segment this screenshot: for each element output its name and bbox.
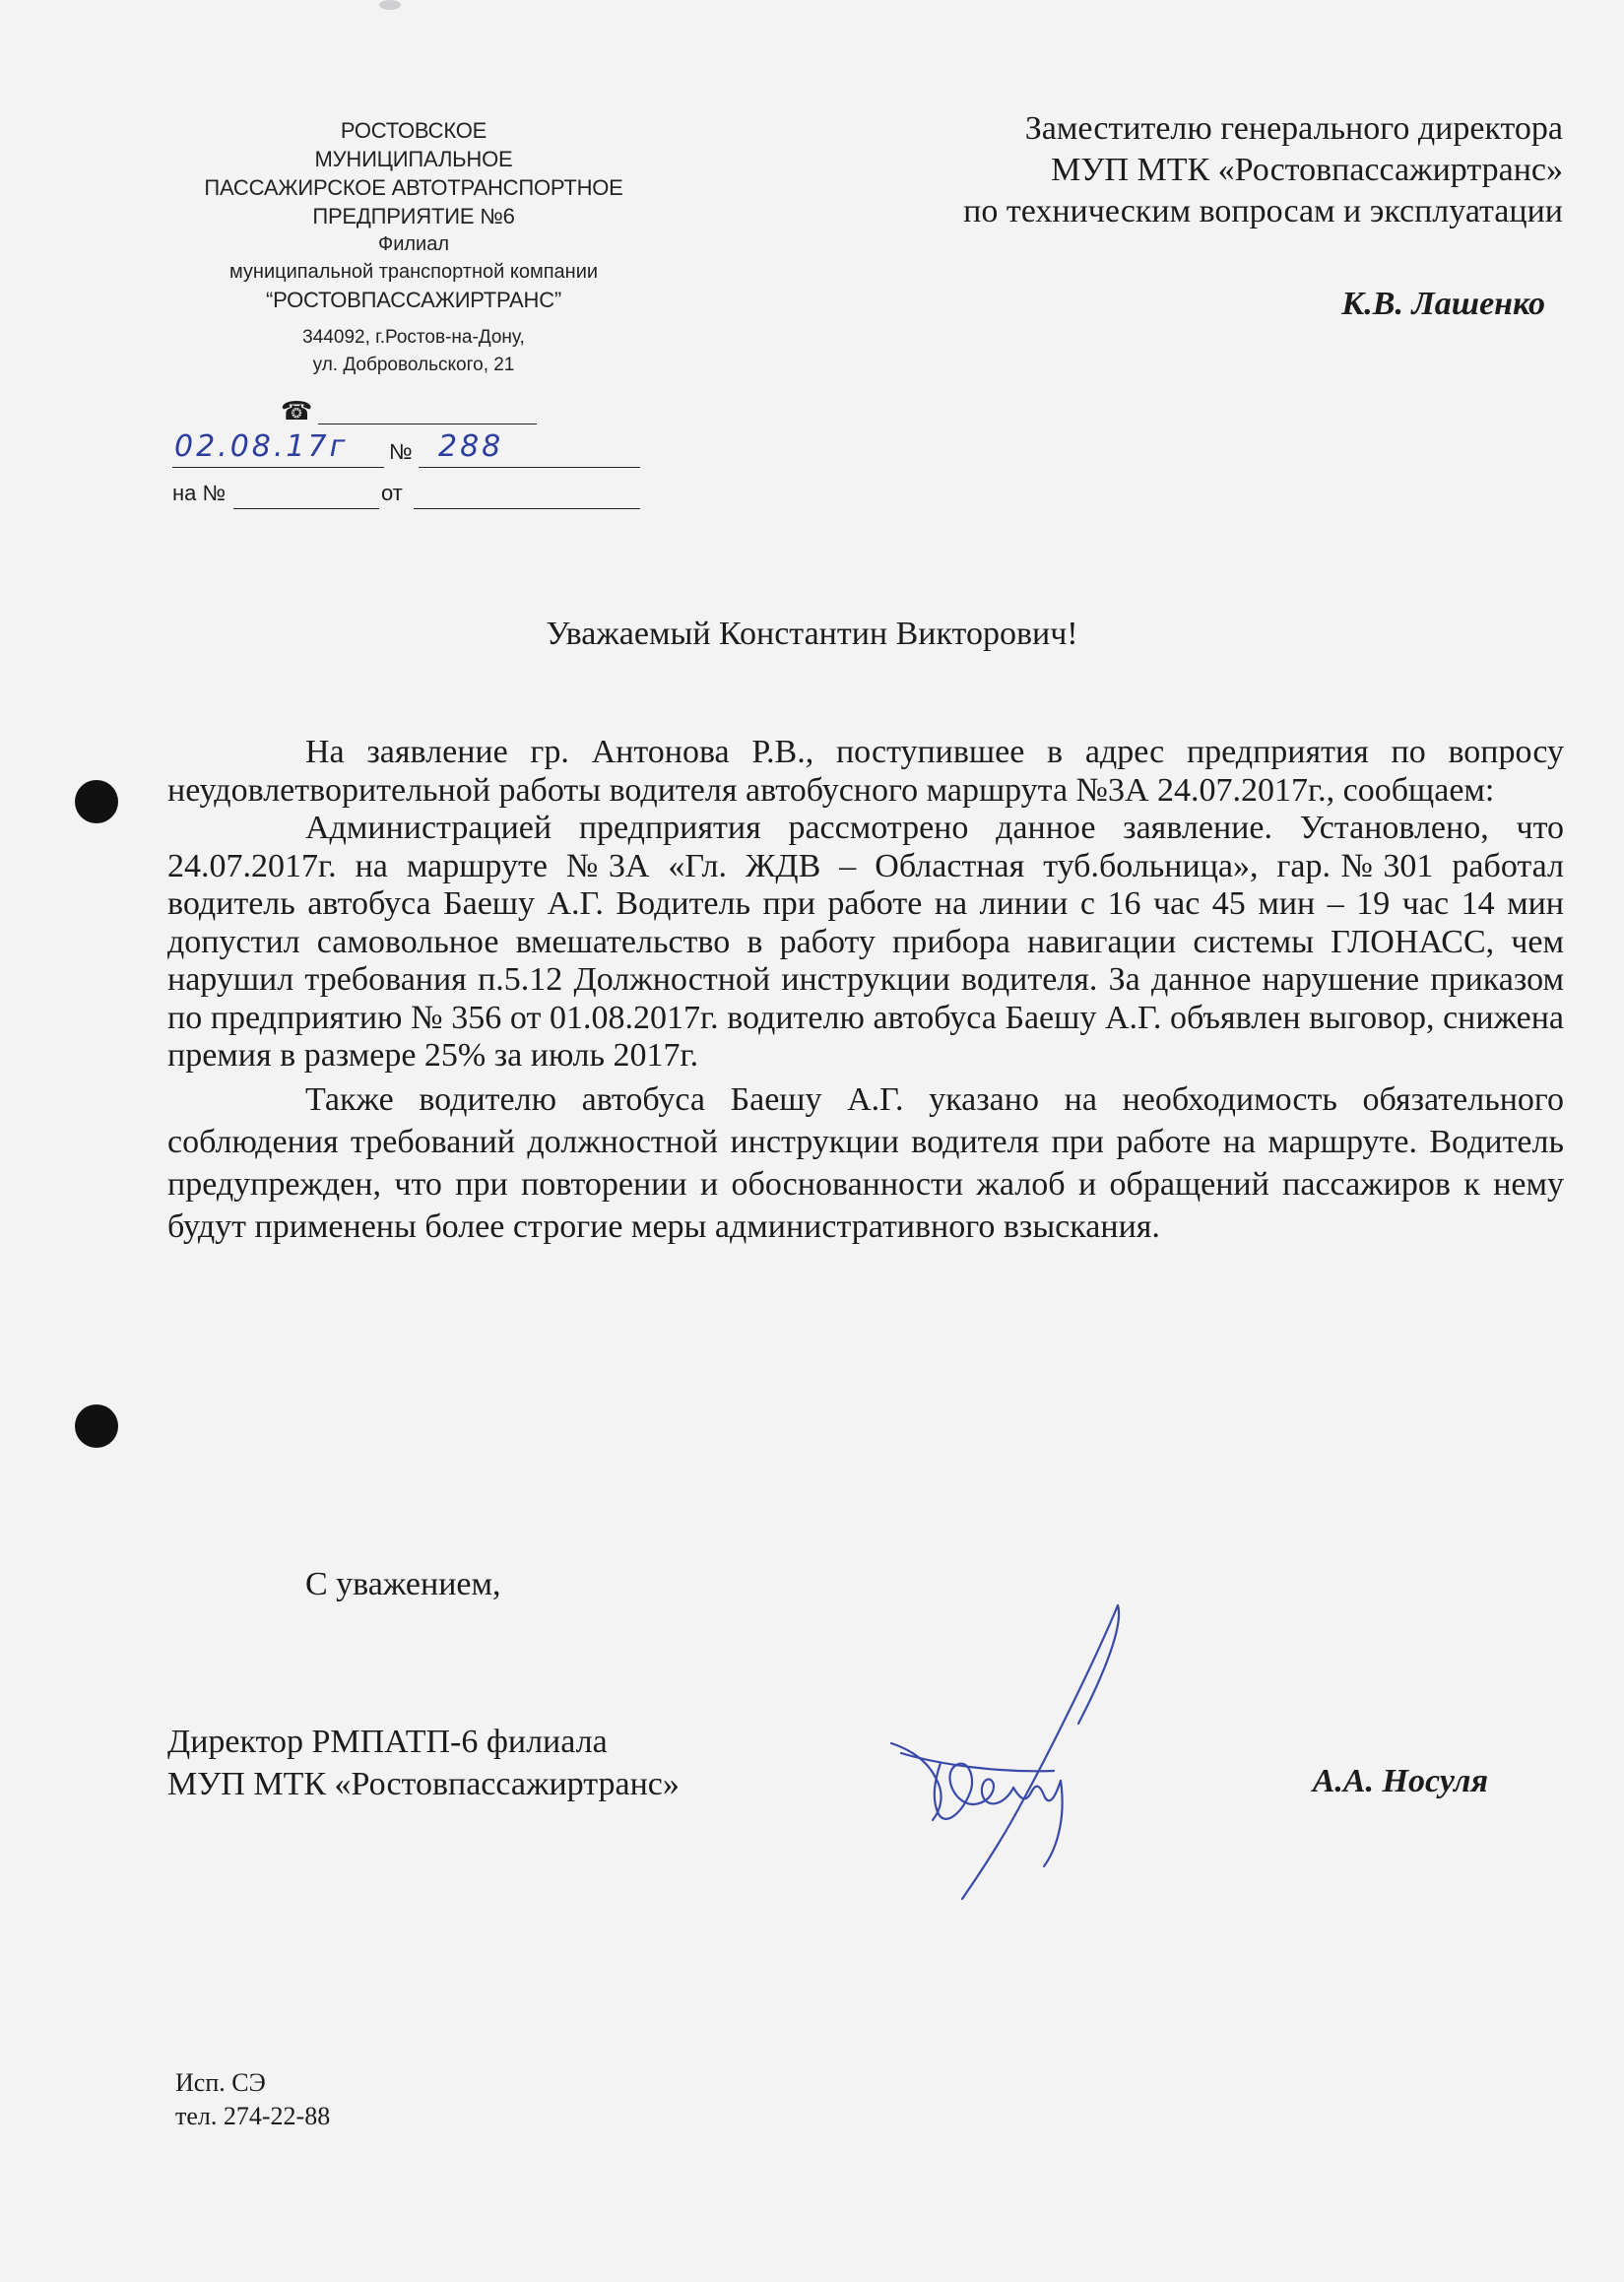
signer-name: А.А. Носуля (1312, 1763, 1488, 1799)
addressee-line: МУП МТК «Ростовпассажиртранс» (1051, 152, 1563, 188)
address-line: ул. Добровольского, 21 (312, 355, 515, 375)
handwritten-date: 02.08.17г (174, 429, 349, 464)
ref-number-label: на № (172, 481, 227, 505)
ref-date-blank (414, 481, 640, 509)
closing: С уважением, (305, 1566, 501, 1602)
addressee-line: по техническим вопросам и эксплуатации (963, 193, 1563, 229)
hole-punch-top (75, 780, 118, 823)
addressee-name: К.В. Лашенко (1341, 286, 1545, 322)
ref-date-label: от (381, 481, 403, 505)
branch-label: Филиал (377, 233, 449, 255)
executor-label: Исп. СЭ (175, 2068, 266, 2097)
body-paragraph: На заявление гр. Антонова Р.В., поступившее в адрес предприятия по вопросу неудовлетворительной работы водителя автобусного маршрута №3А 24.07.2017г., сообщаем: (167, 734, 1564, 809)
letter-body (167, 734, 1564, 1248)
salutation: Уважаемый Константин Викторович! (546, 616, 1078, 652)
outgoing-number-field (419, 429, 640, 468)
telephone-icon: ☎ (281, 397, 313, 426)
org-name-line: ПРЕДПРИЯТИЕ №6 (312, 204, 515, 228)
handwritten-signature (881, 1586, 1157, 1911)
addressee-line: Заместителю генерального директора (1024, 110, 1563, 147)
company-line: муниципальной транспортной компании (228, 261, 599, 283)
org-name-line: МУНИЦИПАЛЬНОЕ (314, 147, 513, 171)
addressee-block (814, 108, 1563, 232)
executor-phone: тел. 274-22-88 (175, 2102, 331, 2130)
signer-position (167, 1721, 680, 1805)
address-line: 344092, г.Ростов-на-Дону, (302, 327, 525, 348)
signer-position-line: МУП МТК «Ростовпассажиртранс» (167, 1766, 680, 1802)
company-name: “РОСТОВПАССАЖИРТРАНС” (265, 288, 562, 312)
handwritten-number: 288 (438, 429, 504, 464)
registration-row (172, 429, 640, 473)
hole-punch-bottom (75, 1404, 118, 1448)
body-paragraph: Также водителю автобуса Баешу А.Г. указано на необходимость обязательного соблюдения требований должностной инструкции водителя при работе на маршруте. Водитель предупрежден, что при повторении и обоснованности жалоб и обращений пассажиров к нему будут применены более строгие меры административного взыскания. (167, 1080, 1564, 1245)
scan-speck (379, 0, 401, 10)
phone-field (281, 399, 537, 428)
ref-number-blank (233, 481, 379, 509)
executor-block (175, 2066, 330, 2133)
number-label: № (389, 439, 413, 464)
body-paragraph: Администрацией предприятия рассмотрено данное заявление. Установлено, что 24.07.2017г. на маршруте №3А «Гл. ЖДВ – Областная туб.больница», гар.№301 работал водитель автобуса Баешу А.Г. Водитель при работе на линии с 16 час 45 мин – 19 час 14 мин допустил самовольное вмешательство в работу прибора навигации системы ГЛОНАСС, чем нарушил требования п.5.12 Должностной инструкции водителя. За данное нарушение приказом по предприятию № 356 от 01.08.2017г. водителю автобуса Баешу А.Г. объявлен выговор, снижена премия в размере 25% за июль 2017г. (167, 810, 1564, 1074)
signer-position-line: Директор РМПАТП-6 филиала (167, 1724, 608, 1760)
reference-row (172, 481, 640, 514)
org-name-line: РОСТОВСКОЕ (340, 118, 487, 143)
org-name-line: ПАССАЖИРСКОЕ АВТОТРАНСПОРТНОЕ (204, 175, 623, 200)
outgoing-date-field (172, 429, 384, 468)
letterhead (167, 116, 660, 379)
